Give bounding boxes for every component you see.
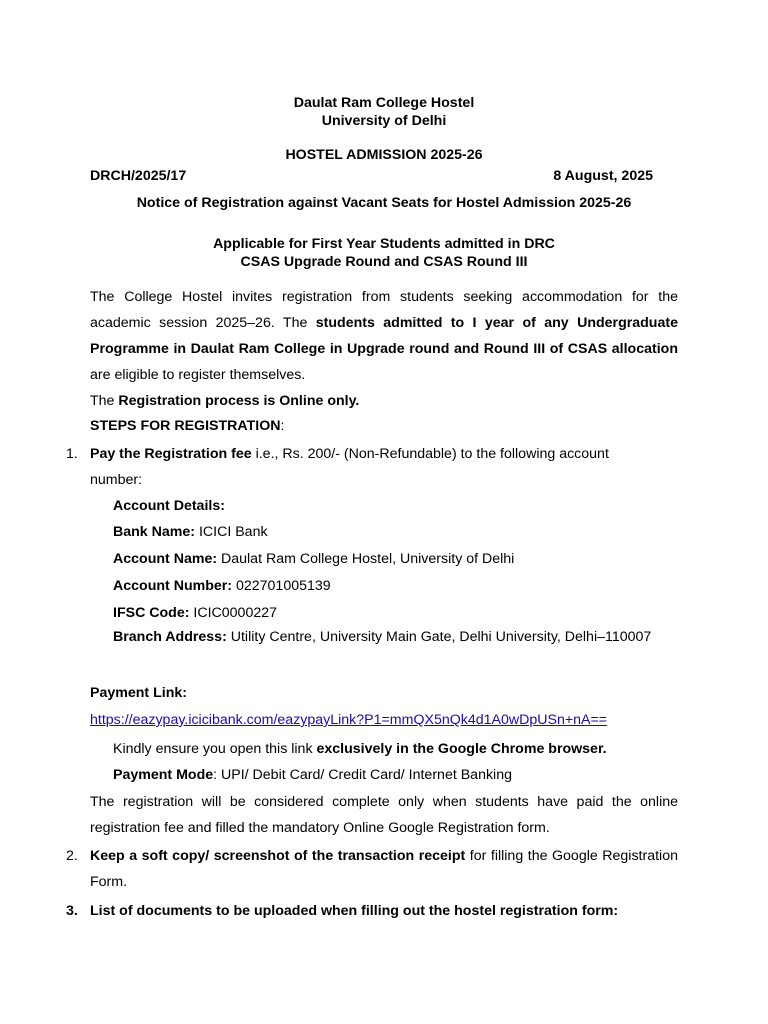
account-details-heading: Account Details: — [113, 498, 225, 514]
account-name-label: Account Name: — [113, 551, 218, 567]
step-2-rest: for filling the Google Registration Form. — [90, 848, 678, 890]
reference-number: DRCH/2025/17 — [90, 168, 187, 184]
completion-note: The registration will be considered complete only when students have paid the online registration fee and filled the mandatory Online Google Registration form. — [90, 794, 678, 836]
ifsc-row — [113, 605, 277, 622]
step-1-bold: Pay the Registration fee — [90, 446, 252, 462]
applicable-line-1: Applicable for First Year Students admitted in DRC — [213, 236, 555, 252]
branch-address-value: Utility Centre, University Main Gate, Delhi University, Delhi–110007 — [226, 629, 652, 645]
notice-date: 8 August, 2025 — [553, 168, 653, 184]
payment-link[interactable]: https://eazypay.icicibank.com/eazypayLink?P1=mmQX5nQk4d1A0wDpUSn+nA== — [90, 712, 608, 728]
account-name-row — [113, 551, 514, 568]
bank-name-row — [113, 524, 268, 541]
step-3-text: List of documents to be uploaded when filling out the hostel registration form: — [90, 903, 619, 919]
steps-heading-colon: : — [280, 418, 285, 434]
intro-eligibility: students admitted to I year of any Undergraduate Programme in Daulat Ram College in Upgrade round and Round III of CSAS allocation — [90, 315, 678, 357]
step-2-text — [90, 843, 678, 895]
process-prefix: The — [90, 393, 119, 409]
admission-title: HOSTEL ADMISSION 2025-26 — [285, 147, 483, 163]
chrome-note-text: Kindly ensure you open this link — [113, 741, 317, 757]
step-2-number: 2. — [66, 848, 78, 864]
university-name: University of Delhi — [321, 113, 447, 129]
step-1-text: i.e., Rs. 200/- (Non-Refundable) to the following account — [251, 446, 609, 462]
hostel-name: Daulat Ram College Hostel — [293, 95, 475, 111]
chrome-note — [113, 741, 607, 758]
intro-text-end: are eligible to register themselves. — [90, 367, 306, 383]
chrome-note-bold: exclusively in the Google Chrome browser. — [316, 741, 607, 757]
payment-mode-label: Payment Mode — [113, 767, 214, 783]
account-number-value: 022701005139 — [232, 578, 331, 594]
branch-address-label: Branch Address: — [113, 629, 227, 645]
payment-link-label: Payment Link: — [90, 685, 187, 701]
step-3-number: 3. — [66, 903, 78, 919]
process-line — [90, 393, 359, 410]
step-1-line-2: number: — [90, 472, 143, 488]
step-1-number: 1. — [66, 446, 78, 462]
process-online-only: Registration process is Online only. — [118, 393, 360, 409]
account-number-label: Account Number: — [113, 578, 233, 594]
payment-mode-row — [113, 767, 512, 784]
bank-name-value: ICICI Bank — [195, 524, 268, 540]
step-1-line-1 — [90, 446, 609, 463]
ifsc-value: ICIC0000227 — [189, 605, 278, 621]
intro-text: The College Hostel invites registration from students seeking accommodation for the academic session 2025–26. The — [90, 289, 678, 331]
payment-mode-value: : UPI/ Debit Card/ Credit Card/ Internet Banking — [213, 767, 512, 783]
bank-name-label: Bank Name: — [113, 524, 196, 540]
intro-paragraph — [90, 284, 678, 388]
steps-heading-text: STEPS FOR REGISTRATION — [90, 418, 281, 434]
branch-address-row — [113, 624, 678, 650]
steps-heading — [90, 418, 284, 435]
step-2-bold: Keep a soft copy/ screenshot of the transaction receipt — [90, 848, 466, 864]
applicable-line-2: CSAS Upgrade Round and CSAS Round III — [240, 254, 528, 270]
ifsc-label: IFSC Code: — [113, 605, 190, 621]
notice-title: Notice of Registration against Vacant Seats for Hostel Admission 2025-26 — [136, 195, 632, 211]
account-number-row — [113, 578, 331, 595]
account-name-value: Daulat Ram College Hostel, University of Delhi — [217, 551, 515, 567]
